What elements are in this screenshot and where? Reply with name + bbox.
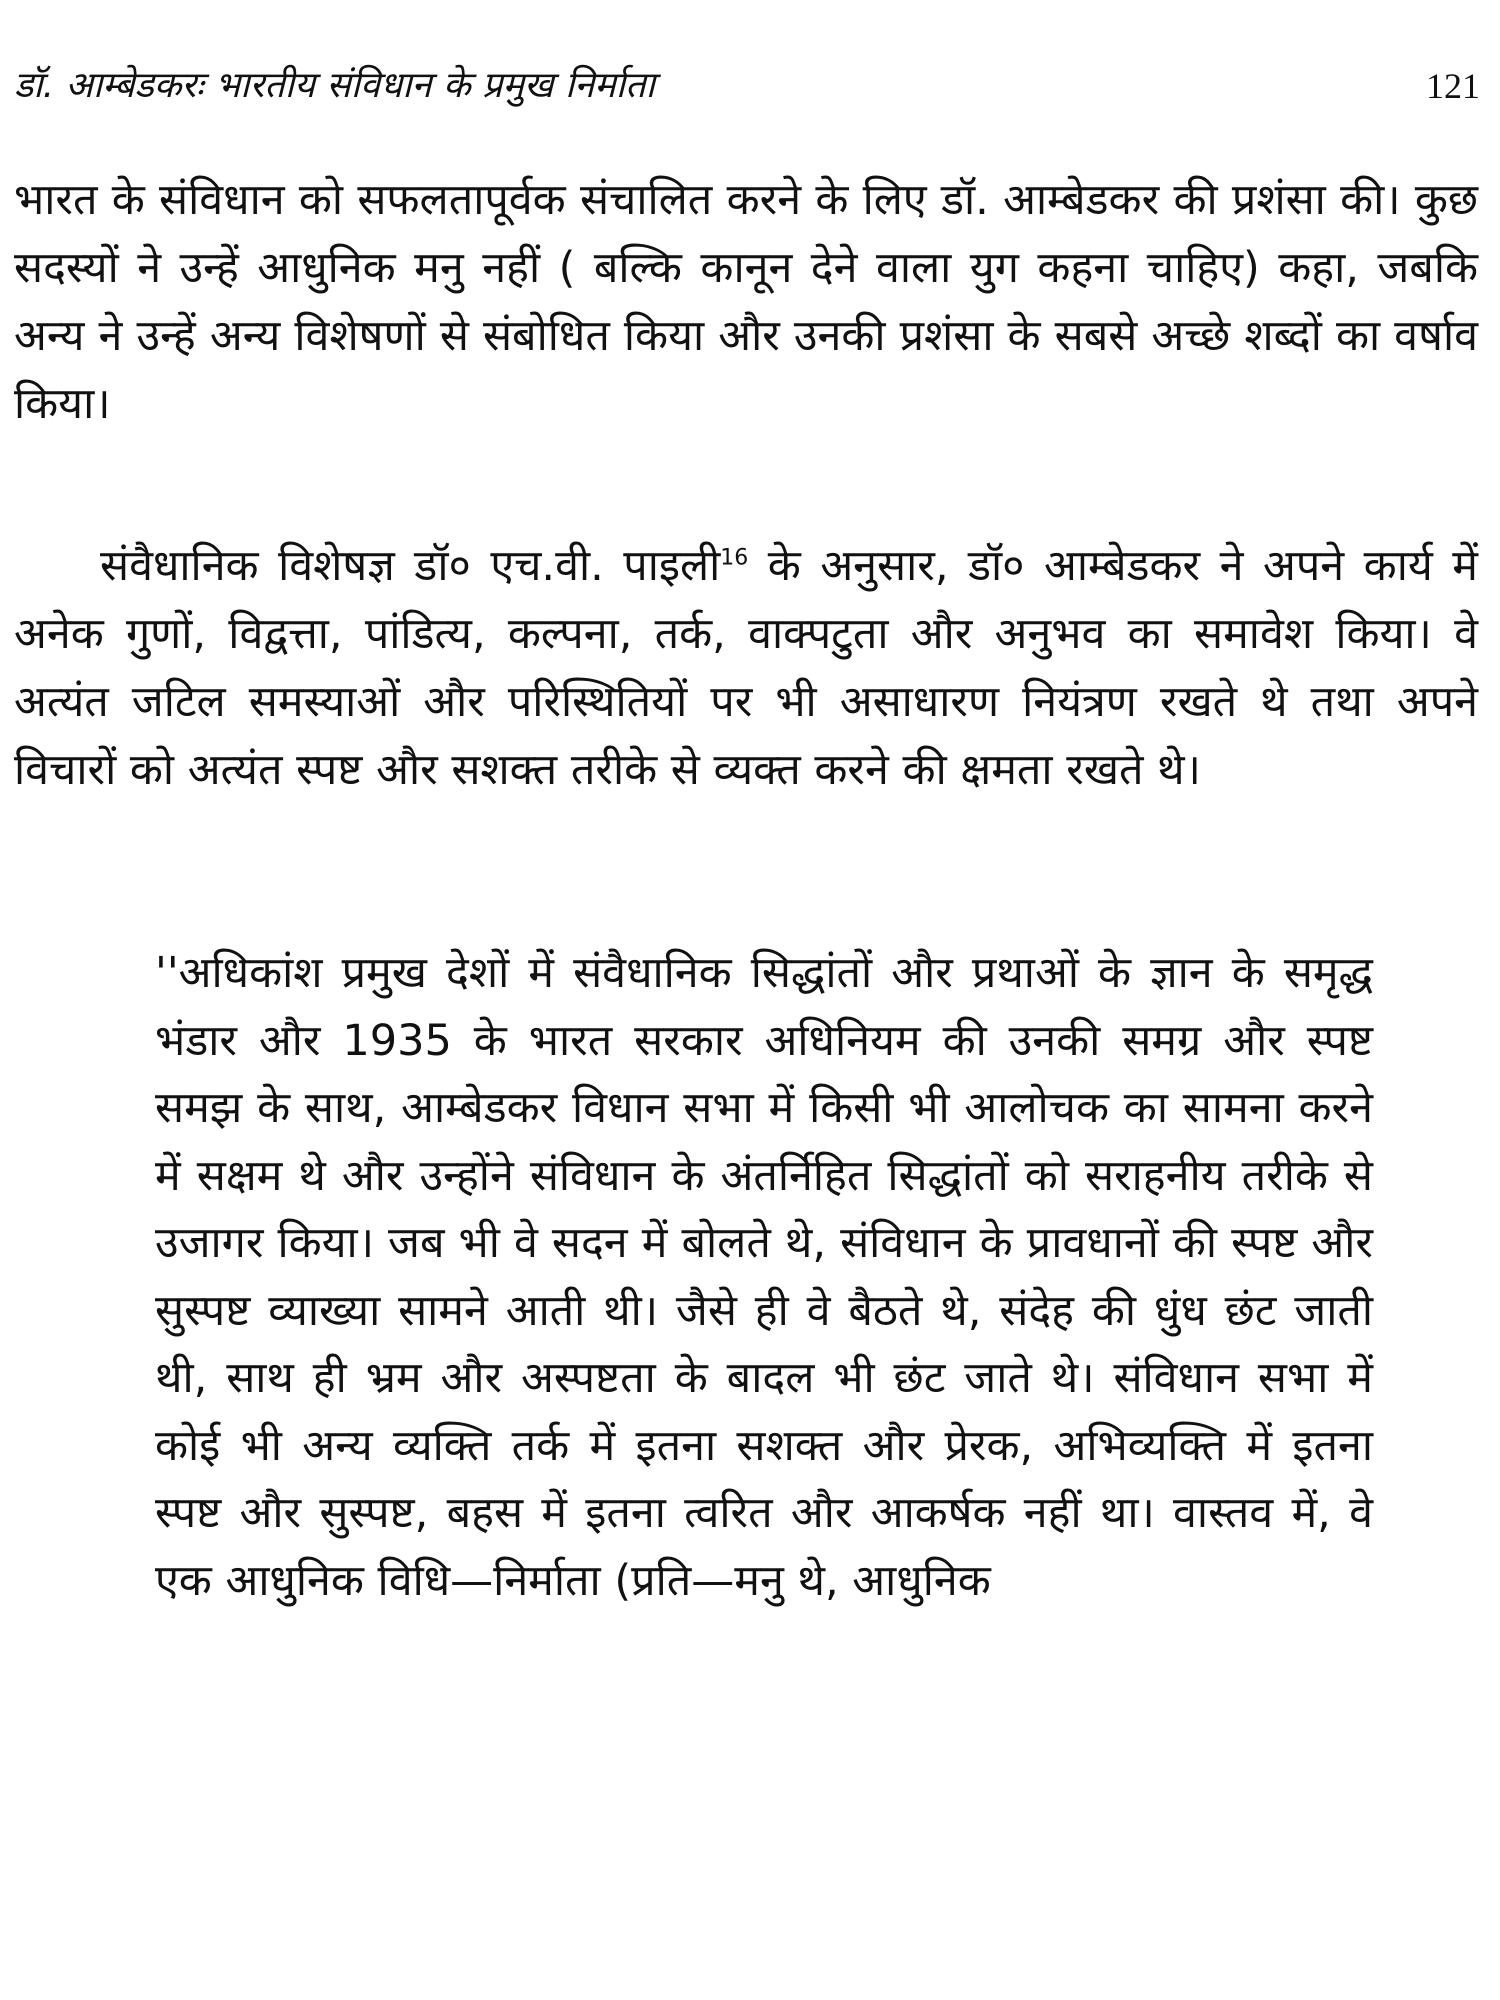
paragraph-text-before-footnote: संवैधानिक विशेषज्ञ डॉ० एच.वी. पाइली bbox=[100, 541, 721, 591]
paragraph-praise: भारत के संविधान को सफलतापूर्वक संचालित करने के लिए डॉ. आम्बेडकर की प्रशंसा की। कुछ सदस्यों ने उन्हें आधुनिक मनु नहीं ( बल्कि कानून देने वाला युग कहना चाहिए) कहा, जबकि अन्य ने उन्हें अन्य विशेषणों से संबोधित किया और उनकी प्रशंसा के सबसे अच्छे शब्दों का वर्षाव किया। bbox=[14, 175, 1478, 429]
page-number: 121 bbox=[1426, 66, 1480, 106]
block-quote: ''अधिकांश प्रमुख देशों में संवैधानिक सिद्धांतों और प्रथाओं के ज्ञान के समृद्ध भंडार और 1935 के भारत सरकार अधिनियम की उनकी समग्र और स्पष्ट समझ के साथ, आम्बेडकर विधान सभा में किसी भी आलोचक का सामना करने में सक्षम थे और उन्होंने संविधान के अंतर्निहित सिद्धांतों को सराहनीय तरीके से उजागर किया। जब भी वे सदन में बोलते थे, संविधान के प्रावधानों की स्पष्ट और सुस्पष्ट व्याख्या सामने आती थी। जैसे ही वे बैठते थे, संदेह की धुंध छंट जाती थी, साथ ही भ्रम और अस्पष्टता के बादल भी छंट जाते थे। संविधान सभा में कोई भी अन्य व्यक्ति तर्क में इतना सशक्त और प्रेरक, अभिव्यक्ति में इतना स्पष्ट और सुस्पष्ट, बहस में इतना त्वरित और आकर्षक नहीं था। वास्तव में, वे एक आधुनिक विधि—निर्माता (प्रति—मनु थे, आधुनिक bbox=[155, 948, 1373, 1606]
running-header-title: डॉ. आम्बेडकरः भारतीय संविधान के प्रमुख निर्माता bbox=[14, 65, 655, 106]
paragraph-pylee-opinion bbox=[14, 532, 1478, 804]
running-header bbox=[14, 62, 1486, 122]
footnote-marker: 16 bbox=[720, 545, 749, 571]
paragraph-text-after-footnote: के अनुसार, डॉ० आम्बेडकर ने अपने कार्य में अनेक गुणों, विद्वत्ता, पांडित्य, कल्पना, तर्क, वाक्पटुता और अनुभव का समावेश किया। वे अत्यंत जटिल समस्याओं और परिस्थितियों पर भी असाधारण नियंत्रण रखते थे तथा अपने विचारों को अत्यंत स्पष्ट और सशक्त तरीके से व्यक्त करने की क्षमता रखते थे। bbox=[14, 541, 1478, 795]
